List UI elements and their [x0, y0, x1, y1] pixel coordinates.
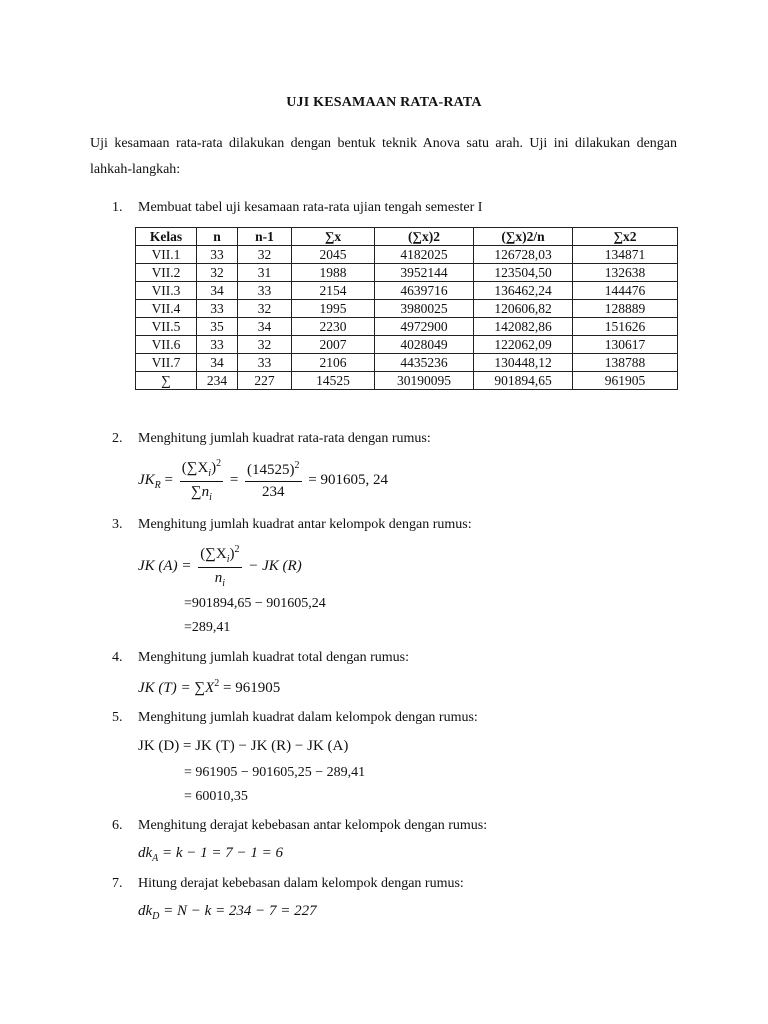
table-cell: 961905 — [573, 372, 678, 390]
step-text: Membuat tabel uji kesamaan rata-rata ujian tengah semester I — [138, 200, 483, 215]
step-4 — [112, 650, 409, 666]
table-cell: 120606,82 — [474, 300, 573, 318]
table-cell: 30190095 — [375, 372, 474, 390]
table-cell: 34 — [197, 354, 238, 372]
step-number: 2. — [112, 431, 123, 446]
table-cell: 33 — [238, 282, 292, 300]
fraction-denominator: 234 — [262, 484, 285, 500]
step-1 — [112, 200, 482, 216]
intro-paragraph: Uji kesamaan rata-rata dilakukan dengan bentuk teknik Anova satu arah. Uji ini dilakukan dengan lahkah-langkah: — [90, 136, 677, 177]
formula-subscript: D — [152, 911, 160, 922]
formula-exponent: 2 — [214, 678, 220, 689]
table-cell: 33 — [238, 354, 292, 372]
table-cell: 4028049 — [375, 336, 474, 354]
step-5 — [112, 710, 478, 726]
table-cell: 234 — [197, 372, 238, 390]
step-7 — [112, 876, 464, 892]
formula-dk-a — [138, 845, 283, 864]
step-number: 1. — [112, 200, 123, 215]
formula-rhs: = N − k = 234 − 7 = 227 — [163, 903, 317, 919]
table-cell: 3980025 — [375, 300, 474, 318]
table-cell: 34 — [197, 282, 238, 300]
fraction-denominator: ∑n — [190, 484, 210, 500]
step-number: 5. — [112, 710, 123, 725]
table-cell: 123504,50 — [474, 264, 573, 282]
table-row — [136, 336, 678, 354]
fraction-numerator: (∑X — [181, 460, 209, 476]
step-text: Menghitung jumlah kuadrat total dengan rumus: — [138, 650, 410, 665]
table-cell: VII.1 — [136, 246, 197, 264]
fraction-jk-a — [198, 544, 241, 589]
step-text: Menghitung jumlah kuadrat rata-rata dengan rumus: — [138, 431, 431, 446]
formula-result: = 961905 — [222, 680, 281, 696]
table-cell: 227 — [238, 372, 292, 390]
table-row — [136, 264, 678, 282]
table-row — [136, 318, 678, 336]
numerator-exponent: 2 — [234, 544, 240, 555]
formula-jk-d-step2: = 60010,35 — [184, 789, 248, 804]
table-cell: VII.2 — [136, 264, 197, 282]
table-cell: 32 — [238, 336, 292, 354]
table-cell: 151626 — [573, 318, 678, 336]
formula-subscript: R — [154, 479, 161, 491]
table-header-row — [136, 228, 678, 246]
numerator-close: ) — [211, 460, 217, 476]
table-row — [136, 354, 678, 372]
fraction-numeric — [245, 460, 302, 501]
table-cell: VII.6 — [136, 336, 197, 354]
table-cell: 128889 — [573, 300, 678, 318]
numerator-exponent: 2 — [294, 460, 300, 471]
table-row — [136, 300, 678, 318]
anova-table — [135, 227, 678, 390]
table-cell: 32 — [238, 246, 292, 264]
header-sum-x-squared: (∑x)2 — [375, 228, 474, 246]
table-cell: 3952144 — [375, 264, 474, 282]
step-number: 4. — [112, 650, 123, 665]
table-cell: 132638 — [573, 264, 678, 282]
header-sum-x-squared-over-n: (∑x)2/n — [474, 228, 573, 246]
step-text: Hitung derajat kebebasan dalam kelompok dengan rumus: — [138, 876, 464, 891]
page-title: UJI KESAMAAN RATA-RATA — [286, 95, 482, 110]
table-cell: 14525 — [292, 372, 375, 390]
table-cell: 134871 — [573, 246, 678, 264]
numerator-subscript: i — [208, 468, 212, 479]
formula-subscript: A — [152, 853, 159, 864]
formula-jk-r: $JK_R$ = $\frac{(\sum X_i)^2}{\sum n_i}$ = $\frac{(14525)^2}{234}$ = 901605, 24 — [138, 458, 388, 503]
denominator-subscript: i — [209, 492, 212, 503]
fraction-numerator: (14525) — [247, 462, 295, 478]
table-cell: 32 — [238, 300, 292, 318]
table-cell: VII.7 — [136, 354, 197, 372]
header-kelas: Kelas — [136, 228, 197, 246]
table-cell: 4182025 — [375, 246, 474, 264]
formula-lhs: JK (A) = — [138, 557, 192, 574]
header-sum-x: ∑x — [292, 228, 375, 246]
table-cell: 4639716 — [375, 282, 474, 300]
fraction-numerator: (∑X — [200, 546, 227, 562]
step-number: 6. — [112, 818, 123, 833]
step-2 — [112, 431, 431, 447]
table-cell: 1988 — [292, 264, 375, 282]
step-text: Menghitung jumlah kuadrat antar kelompok dengan rumus: — [138, 517, 472, 532]
table-cell: VII.4 — [136, 300, 197, 318]
table-cell: 35 — [197, 318, 238, 336]
table-total-row — [136, 372, 678, 390]
formula-jk-d-step1: = 961905 − 901605,25 − 289,41 — [184, 765, 366, 780]
denominator-subscript: i — [222, 578, 225, 589]
table-cell: VII.5 — [136, 318, 197, 336]
step-number: 3. — [112, 517, 123, 532]
table-cell: 31 — [238, 264, 292, 282]
table-cell: 901894,65 — [474, 372, 573, 390]
table-cell: 142082,86 — [474, 318, 573, 336]
table-cell: 33 — [197, 246, 238, 264]
formula-symbol: dk — [138, 903, 153, 919]
header-n: n — [197, 228, 238, 246]
table-cell: 4435236 — [375, 354, 474, 372]
formula-jk-t — [138, 678, 280, 697]
table-cell: 130448,12 — [474, 354, 573, 372]
step-text: Menghitung derajat kebebasan antar kelompok dengan rumus: — [138, 818, 488, 833]
formula-rhs: = k − 1 = 7 − 1 = 6 — [162, 845, 284, 861]
formula-rhs: − JK (R) — [248, 557, 302, 574]
table-cell: 122062,09 — [474, 336, 573, 354]
formula-jk-a-step1: =901894,65 − 901605,24 — [184, 596, 326, 611]
table-cell: ∑ — [136, 372, 197, 390]
fraction-general — [180, 458, 223, 503]
table-cell: 32 — [197, 264, 238, 282]
step-6 — [112, 818, 487, 834]
formula-symbol: dk — [138, 845, 153, 861]
table-cell: 138788 — [573, 354, 678, 372]
header-n-minus-1: n-1 — [238, 228, 292, 246]
header-sum-x2: ∑x2 — [573, 228, 678, 246]
table-row — [136, 282, 678, 300]
table-cell: 136462,24 — [474, 282, 573, 300]
formula-jk-a-step2: =289,41 — [184, 620, 231, 635]
formula-result: = 901605, 24 — [308, 471, 388, 488]
fraction-denominator: n — [214, 570, 223, 586]
step-number: 7. — [112, 876, 123, 891]
formula-symbol: JK — [138, 471, 155, 488]
table-cell: 33 — [197, 336, 238, 354]
formula-lhs: JK (T) = ∑X — [138, 680, 215, 696]
table-cell: 2106 — [292, 354, 375, 372]
table-cell: 34 — [238, 318, 292, 336]
table-cell: 1995 — [292, 300, 375, 318]
numerator-close: ) — [229, 546, 235, 562]
table-cell: 130617 — [573, 336, 678, 354]
formula-jk-d: JK (D) = JK (T) − JK (R) − JK (A) — [138, 738, 349, 754]
table-cell: 2007 — [292, 336, 375, 354]
table-cell: 2154 — [292, 282, 375, 300]
formula-dk-d — [138, 903, 317, 922]
table-cell: 2045 — [292, 246, 375, 264]
table-cell: 126728,03 — [474, 246, 573, 264]
step-text: Menghitung jumlah kuadrat dalam kelompok dengan rumus: — [138, 710, 478, 725]
table-cell: 144476 — [573, 282, 678, 300]
table-cell: 4972900 — [375, 318, 474, 336]
step-3 — [112, 517, 472, 533]
table-cell: 33 — [197, 300, 238, 318]
numerator-subscript: i — [226, 554, 230, 565]
formula-jk-a — [138, 544, 302, 589]
table-cell: 2230 — [292, 318, 375, 336]
table-row — [136, 246, 678, 264]
table-cell: VII.3 — [136, 282, 197, 300]
numerator-exponent: 2 — [216, 458, 222, 469]
